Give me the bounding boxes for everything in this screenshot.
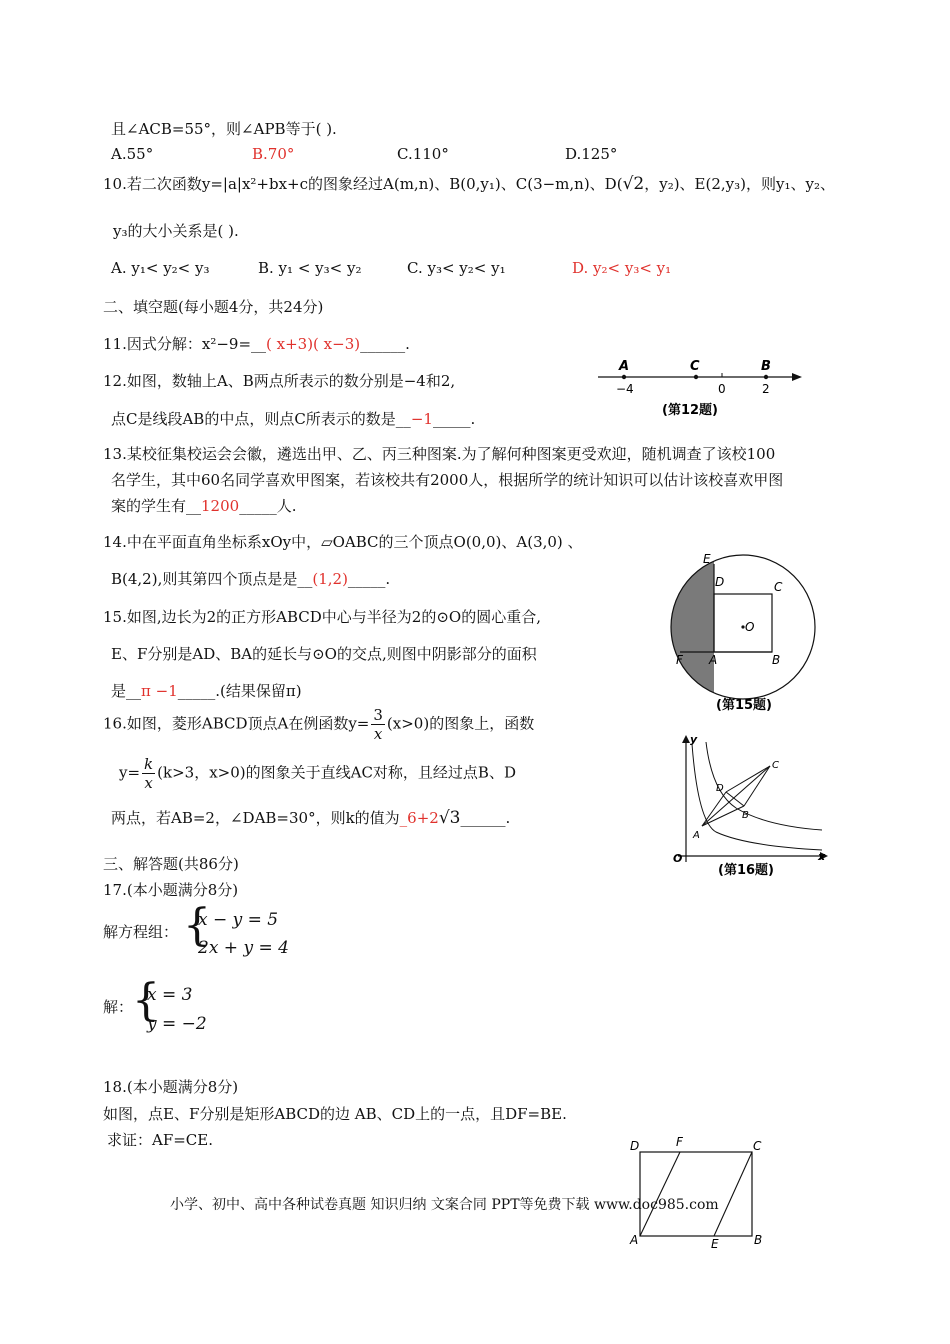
side-ad xyxy=(702,792,726,826)
label-c: C xyxy=(772,760,779,771)
q10-sqrt: √2 xyxy=(622,174,645,194)
q14-suffix: _____. xyxy=(347,570,391,588)
q17-solution-label: 解： xyxy=(103,998,134,1016)
label-c: C xyxy=(774,580,783,594)
q12-prefix: 点C是线段AB的中点，则点C所表示的数是__ xyxy=(111,410,411,428)
q16-prefix: 16.如图，菱形ABCD顶点A在例函数y= xyxy=(103,714,370,733)
q16-line2-prefix: y= xyxy=(119,763,141,782)
q9-option-b: B.70° xyxy=(252,145,295,163)
q10-stem-b: ，y₂)、E(2,y₃)，则y₁、y₂、 xyxy=(644,175,835,193)
label-b: B xyxy=(772,653,781,667)
q10-stem xyxy=(103,173,835,194)
q17-prompt: 解方程组： xyxy=(103,923,179,941)
q14-line1: 14.中在平面直角坐标系xOy中，▱OABC的三个顶点O(0,0)、A(3,0) 、 xyxy=(103,533,583,551)
q18-line1: 如图，点E、F分别是矩形ABCD的边 AB、CD上的一点，且DF=BE. xyxy=(103,1105,567,1123)
label-b: B xyxy=(754,1233,763,1247)
label-a: A xyxy=(619,359,630,374)
fig15-caption: (第15题) xyxy=(716,698,772,713)
q13-line2: 名学生，其中60名同学喜欢甲图案，若该校共有2000人，根据所学的统计知识可以估计该校喜欢甲图 xyxy=(111,471,784,489)
label-f: F xyxy=(676,653,683,667)
q16-line1-suffix: (x>0)的图象上，函数 xyxy=(386,714,535,733)
q17-title: 17.(本小题满分8分) xyxy=(103,881,239,899)
q12-answer: −1 xyxy=(410,410,433,428)
q10-option-d: D. y₂< y₃< y₁ xyxy=(572,259,672,277)
q15-answer: π −1 xyxy=(141,682,178,700)
hyperbola-rhombus-figure xyxy=(666,732,836,882)
q16-line3 xyxy=(111,807,510,828)
label-f: F xyxy=(676,1135,683,1149)
point-a-dot xyxy=(622,375,626,379)
q11-prefix: 11.因式分解：x²−9=__ xyxy=(103,335,267,353)
label-e: E xyxy=(711,1237,719,1250)
solution-x: x = 3 xyxy=(147,985,193,1005)
label-b: B xyxy=(761,359,771,374)
q13-answer: 1200 xyxy=(201,497,240,515)
q9-option-d: D.125° xyxy=(565,145,618,163)
label-d: D xyxy=(716,783,724,794)
fraction-numerator: k xyxy=(144,755,154,773)
q16-line2 xyxy=(119,755,516,792)
tick-label-0: 0 xyxy=(718,382,726,396)
segment-ce xyxy=(714,1152,752,1236)
label-a: A xyxy=(630,1233,639,1247)
shaded-region xyxy=(660,548,714,708)
q16-suffix: ______. xyxy=(460,809,511,827)
label-a: A xyxy=(709,653,718,667)
q9-option-a: A.55° xyxy=(111,145,154,163)
q10-option-c: C. y₃< y₂< y₁ xyxy=(407,259,506,277)
q13-line1: 13.某校征集校运会会徽，遴选出甲、乙、丙三种图案.为了解何种图案更受欢迎，随机调查了该校100 xyxy=(103,445,776,463)
q15-suffix: _____.(结果保留π) xyxy=(177,682,302,700)
q15-line1: 15.如图,边长为2的正方形ABCD中心与半径为2的⊙O的圆心重合, xyxy=(103,608,541,626)
q18-line2: 求证：AF=CE. xyxy=(107,1131,214,1149)
q12-line1: 12.如图，数轴上A、B两点所表示的数分别是−4和2, xyxy=(103,372,456,390)
square-abcd xyxy=(714,594,772,652)
label-d: D xyxy=(715,575,725,589)
number-line-arrow xyxy=(792,373,802,381)
q16-line1 xyxy=(103,706,534,743)
fraction-k-over-x xyxy=(142,755,155,792)
q11-suffix: ______. xyxy=(360,335,410,353)
q14-prefix: B(4,2),则其第四个顶点是是__ xyxy=(111,570,313,588)
label-e: E xyxy=(703,552,711,566)
diagonal-ac xyxy=(702,766,770,826)
system-brace: { xyxy=(183,900,211,951)
q11 xyxy=(103,333,410,354)
q13-line3 xyxy=(111,495,296,516)
label-x: x xyxy=(818,850,826,863)
q15-line3 xyxy=(111,680,302,701)
q9-option-c: C.110° xyxy=(397,145,449,163)
label-o: O xyxy=(673,852,683,865)
y-axis-arrow xyxy=(682,735,690,743)
label-d: D xyxy=(630,1139,640,1153)
point-c-dot xyxy=(694,375,698,379)
q10-option-b: B. y₁ < y₃< y₂ xyxy=(258,259,362,277)
equation-1: x − y = 5 xyxy=(198,910,279,930)
fig12-caption: (第12题) xyxy=(662,403,718,418)
rectangle-figure xyxy=(625,1132,775,1250)
q13-prefix: 案的学生有__ xyxy=(111,497,202,515)
q15-prefix: 是__ xyxy=(111,682,142,700)
q13-suffix: _____人. xyxy=(239,497,297,515)
q10-stem2: y₃的大小关系是( ). xyxy=(113,222,239,240)
q16-answer-sqrt: √3 xyxy=(438,808,461,828)
solution-y: y = −2 xyxy=(147,1014,207,1034)
q10-stem-a: 10.若二次函数y=|a|x²+bx+c的图象经过A(m,n)、B(0,y₁)、C(3−m,n)、D( xyxy=(103,175,623,193)
side-dc xyxy=(726,766,770,792)
side-ab xyxy=(702,806,744,826)
q16-answer: _6+2 xyxy=(399,809,439,827)
footer-text: 小学、初中、高中各种试卷真题 知识归纳 文案合同 PPT等免费下载 www.doc985.com xyxy=(170,1197,719,1213)
curve-y-3-over-x xyxy=(692,744,822,850)
label-o: O xyxy=(745,620,755,634)
q12-line2 xyxy=(111,408,475,429)
fraction-denominator: x xyxy=(373,725,383,743)
fraction-3-over-x xyxy=(371,706,385,743)
tick-label-neg4: −4 xyxy=(616,382,634,396)
point-b-dot xyxy=(764,375,768,379)
section-2-heading: 二、填空题(每小题4分，共24分) xyxy=(103,298,324,316)
section-3-heading: 三、解答题(共86分) xyxy=(103,855,239,873)
diagonal-bd xyxy=(726,792,744,806)
q14-line2 xyxy=(111,568,390,589)
label-c: C xyxy=(753,1139,762,1153)
number-line-figure xyxy=(590,356,810,420)
tick-label-2: 2 xyxy=(762,382,770,396)
label-c: C xyxy=(690,359,700,374)
equation-2: 2x + y = 4 xyxy=(198,938,289,958)
solution-brace: { xyxy=(132,975,160,1026)
q11-answer: ( x+3)( x−3) xyxy=(266,335,361,353)
q14-answer: (1,2) xyxy=(312,570,348,588)
fraction-denominator: x xyxy=(144,774,153,792)
label-y: y xyxy=(690,733,698,746)
label-b: B xyxy=(742,810,749,821)
q10-option-a: A. y₁< y₂< y₃ xyxy=(111,259,210,277)
q18-title: 18.(本小题满分8分) xyxy=(103,1078,239,1096)
q9-stem: 且∠ACB=55°，则∠APB等于( ). xyxy=(111,120,337,138)
q15-line2: E、F分别是AD、BA的延长与⊙O的交点,则图中阴影部分的面积 xyxy=(111,645,537,663)
q16-line3-prefix: 两点，若AB=2，∠DAB=30°，则k的值为 xyxy=(111,809,400,827)
q12-suffix: _____. xyxy=(432,410,476,428)
q16-line2-suffix: (k>3，x>0)的图象关于直线AC对称，且经过点B、D xyxy=(157,763,516,782)
label-a: A xyxy=(693,830,700,841)
fraction-numerator: 3 xyxy=(373,706,383,724)
circle-square-figure xyxy=(660,548,820,720)
fig16-caption: (第16题) xyxy=(718,863,774,878)
